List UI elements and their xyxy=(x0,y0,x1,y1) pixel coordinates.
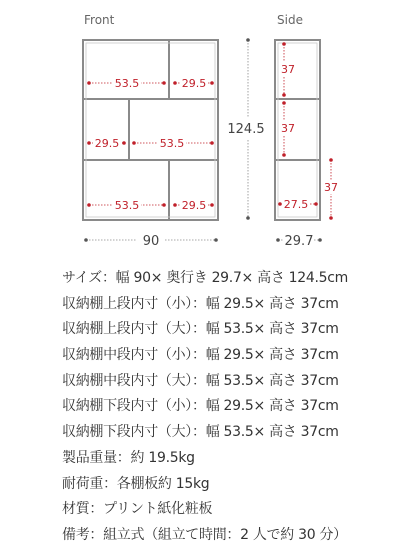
front-middle-right-width: 53.5 xyxy=(159,137,185,150)
spec-size: サイズ：幅 90× 奥行き 29.7× 高さ 124.5cm xyxy=(62,270,348,286)
spec-material: 材質：プリント紙化粧板 xyxy=(62,501,213,518)
front-top-left-width: 53.5 xyxy=(114,77,140,90)
side-top-height: 37 xyxy=(281,63,295,76)
side-middle-height: 37 xyxy=(281,122,295,135)
spec-load-capacity: 耐荷重：各棚板約 15kg xyxy=(62,475,210,492)
front-outer-frame xyxy=(83,40,218,220)
spec-lower-large: 収納棚下段内寸（大）：幅 53.5× 高さ 37cm xyxy=(62,424,339,441)
spec-middle-large: 収納棚中段内寸（大）：幅 53.5× 高さ 37cm xyxy=(62,372,339,389)
spec-list xyxy=(62,266,348,549)
side-bottom-height: 37 xyxy=(324,181,338,194)
front-middle-left-width: 29.5 xyxy=(94,137,120,150)
side-total-depth: 29.7 xyxy=(284,234,314,249)
spec-middle-small: 収納棚中段内寸（小）：幅 29.5× 高さ 37cm xyxy=(62,347,339,364)
spec-weight: 製品重量：約 19.5kg xyxy=(62,449,195,466)
spec-notes: 備考：組立式（組立て時間：2 人で約 30 分） xyxy=(62,526,347,543)
shelf-dimension-diagram xyxy=(0,0,420,262)
front-top-right-width: 29.5 xyxy=(181,77,207,90)
front-view-label: Front xyxy=(84,13,115,27)
front-bottom-left-width: 53.5 xyxy=(114,199,140,212)
spec-upper-large: 収納棚上段内寸（大）：幅 53.5× 高さ 37cm xyxy=(62,321,339,338)
front-view xyxy=(83,40,218,220)
side-inner-depth: 27.5 xyxy=(283,198,309,211)
side-view-label: Side xyxy=(277,13,303,27)
spec-lower-small: 収納棚下段内寸（小）：幅 29.5× 高さ 37cm xyxy=(62,398,339,415)
front-bottom-right-width: 29.5 xyxy=(181,199,207,212)
front-total-width: 90 xyxy=(142,234,160,249)
overall-height: 124.5 xyxy=(227,122,265,137)
spec-upper-small: 収納棚上段内寸（小）：幅 29.5× 高さ 37cm xyxy=(62,295,339,312)
